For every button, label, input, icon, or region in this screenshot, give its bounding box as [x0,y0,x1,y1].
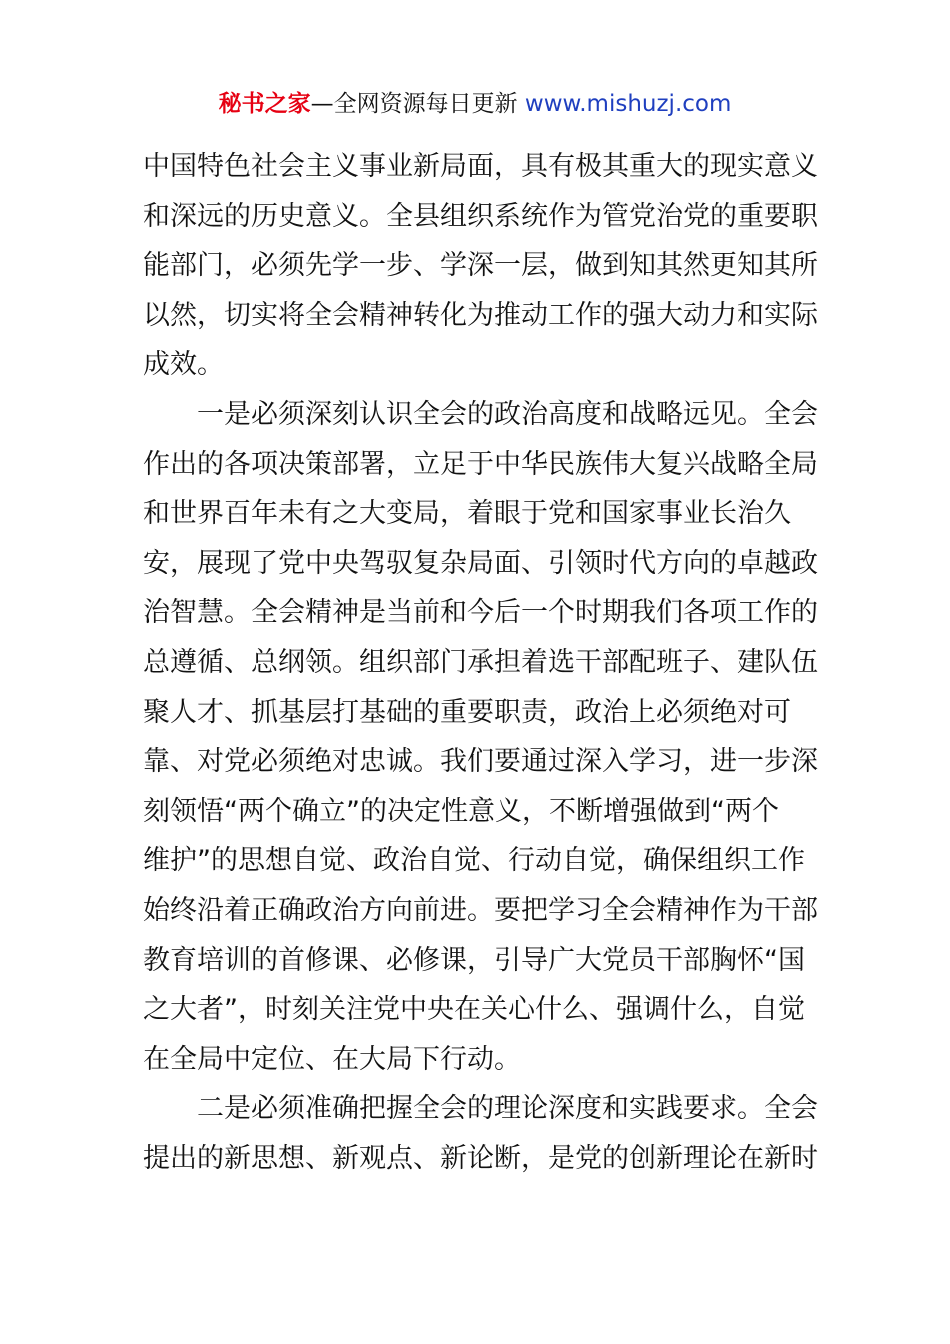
text-line: 以然，切实将全会精神转化为推动工作的强大动力和实际 [143,299,818,331]
text-line: 安，展现了党中央驾驭复杂局面、引领时代方向的卓越政 [143,547,818,579]
text-line: 和深远的历史意义。全县组织系统作为管党治党的重要职 [143,200,818,232]
text-line: 之大者”，时刻关注党中央在关心什么、强调什么，自觉 [143,994,805,1026]
text-line: 成效。 [143,349,224,381]
text-line: 教育培训的首修课、必修课，引导广大党员干部胸怀“国 [143,944,805,976]
text-line: 治智慧。全会精神是当前和今后一个时期我们各项工作的 [143,597,818,629]
header-brand: 秘书之家 [218,91,311,117]
text-line: 提出的新思想、新观点、新论断，是党的创新理论在新时 [143,1142,818,1174]
paragraph-start-line: 二是必须准确把握全会的理论深度和实践要求。全会 [197,1093,818,1125]
text-line: 维护”的思想自觉、政治自觉、行动自觉，确保组织工作 [143,845,805,877]
document-body [143,142,818,1183]
text-line: 始终沿着正确政治方向前进。要把学习全会精神作为干部 [143,894,818,926]
text-line: 作出的各项决策部署，立足于中华民族伟大复兴战略全局 [143,448,818,480]
text-line: 中国特色社会主义事业新局面，具有极其重大的现实意义 [143,151,818,182]
text-line: 和世界百年未有之大变局，着眼于党和国家事业长治久 [143,498,791,530]
header-tagline: —全网资源每日更新 [310,91,525,117]
text-line: 靠、对党必须绝对忠诚。我们要通过深入学习，进一步深 [143,746,818,778]
header-url-link[interactable]: www.mishuzj.com [524,91,732,117]
paragraph-start-line: 一是必须深刻认识全会的政治高度和战略远见。全会 [197,398,818,430]
text-line: 能部门，必须先学一步、学深一层，做到知其然更知其所 [143,250,818,282]
text-line: 刻领悟“两个确立”的决定性意义，不断增强做到“两个 [143,795,779,827]
text-line: 总遵循、总纲领。组织部门承担着选干部配班子、建队伍 [143,646,818,678]
text-line: 在全局中定位、在大局下行动。 [143,1043,521,1075]
page-header [0,88,950,120]
text-line: 聚人才、抓基层打基础的重要职责，政治上必须绝对可 [143,696,791,728]
